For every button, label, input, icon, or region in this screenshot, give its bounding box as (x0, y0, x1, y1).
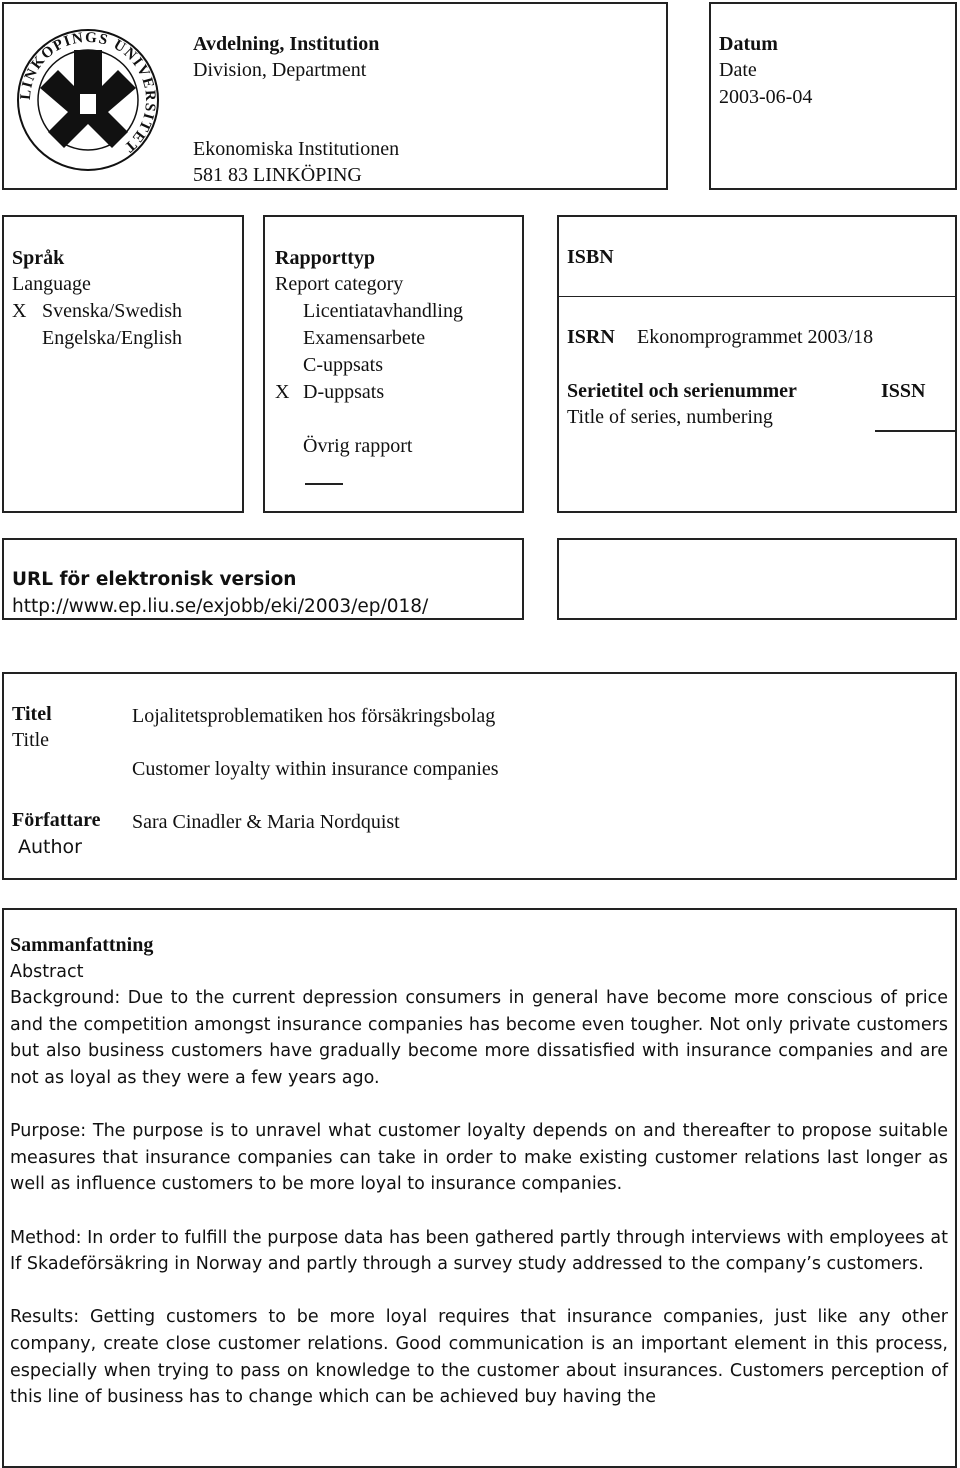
date-label-sv: Datum (719, 33, 778, 55)
report-type-label-sv: Rapporttyp (275, 247, 376, 269)
isbn-box (557, 215, 957, 513)
url-box (2, 538, 524, 620)
title-value-sv: Lojalitetsproblematiken hos försäkringsbolag (132, 705, 496, 727)
abstract-label-sv: Sammanfattning (10, 934, 154, 956)
abstract-paragraph-purpose: Purpose: The purpose is to unravel what customer loyalty depends on and thereafter to propose suitable measures that insurance companies can take in order to make existing customer relations last longer as well as influence customers to be more loyal to insurance companies. (10, 1121, 948, 1195)
url-value[interactable]: http://www.ep.liu.se/exjobb/eki/2003/ep/018/ (12, 596, 429, 617)
report-option-c-uppsats: C-uppsats (303, 354, 383, 376)
report-option-licentiat: Licentiatavhandling (303, 300, 463, 322)
isrn-value: Ekonomprogrammet 2003/18 (637, 326, 874, 348)
abstract-section (10, 932, 948, 1437)
url-side-box (557, 538, 957, 620)
title-value-en: Customer loyalty within insurance companies (132, 758, 499, 780)
report-option-examensarbete: Examensarbete (303, 327, 426, 349)
report-type-mark: X (275, 381, 290, 403)
report-type-label-en: Report category (275, 273, 404, 295)
language-label-en: Language (12, 273, 91, 295)
abstract-label-en: Abstract (10, 961, 84, 982)
abstract-paragraph-results: Results: Getting customers to be more loyal requires that insurance companies, just like any other company, create close customer relations. Good communication is an important element in this process, especially when trying to pass on knowledge to the customer about insurances. Customers perception of this line of business has to change which can be achieved buy having the (10, 1307, 948, 1408)
report-type-box (263, 215, 524, 513)
abstract-paragraph-background: Background: Due to the current depression consumers in general have become more conscious of price and the competition amongst insurance companies has become even tougher. Not only private customers but also business customers have gradually become more dissatisfied with insurance companies and are not as loyal as they were a few years ago. (10, 988, 948, 1088)
isbn-divider (559, 296, 955, 297)
issn-blank-line (875, 430, 955, 432)
report-option-d-uppsats: D-uppsats (303, 381, 385, 403)
report-option-ovrig: Övrig rapport (303, 435, 413, 457)
date-label-en: Date (719, 59, 757, 81)
report-other-blank-line (305, 483, 343, 485)
language-label-sv: Språk (12, 247, 65, 269)
language-box (2, 215, 244, 513)
date-box (709, 2, 957, 190)
isrn-label: ISRN (567, 326, 615, 348)
language-mark: X (12, 300, 27, 322)
issn-label: ISSN (881, 380, 926, 402)
language-option-english: Engelska/English (42, 327, 182, 349)
division-box (2, 2, 668, 190)
date-value: 2003-06-04 (719, 86, 813, 108)
university-logo (8, 8, 168, 193)
author-value: Sara Cinadler & Maria Nordquist (132, 811, 400, 833)
division-name: Ekonomiska Institutionen (193, 138, 400, 160)
division-address: 581 83 LINKÖPING (193, 164, 362, 186)
title-label-en: Title (12, 729, 50, 751)
series-label-sv: Serietitel och serienummer (567, 380, 797, 402)
abstract-paragraph-method: Method: In order to fulfill the purpose data has been gathered partly through interviews with employees at If Skadeförsäkring in Norway and partly through a survey study addressed to the company’s customers. (10, 1227, 948, 1275)
isbn-label: ISBN (567, 246, 614, 268)
division-label-sv: Avdelning, Institution (193, 33, 380, 55)
title-author-box (2, 672, 957, 880)
division-label-en: Division, Department (193, 59, 367, 81)
author-label-sv: Författare (12, 809, 101, 831)
logo-text: LINKÖPINGS UNIVERSITET (17, 29, 159, 156)
author-label-en: Author (18, 836, 82, 858)
language-option-swedish: Svenska/Swedish (42, 300, 182, 322)
title-label-sv: Titel (12, 703, 52, 725)
series-label-en: Title of series, numbering (567, 406, 773, 428)
url-label: URL för elektronisk version (12, 569, 297, 590)
